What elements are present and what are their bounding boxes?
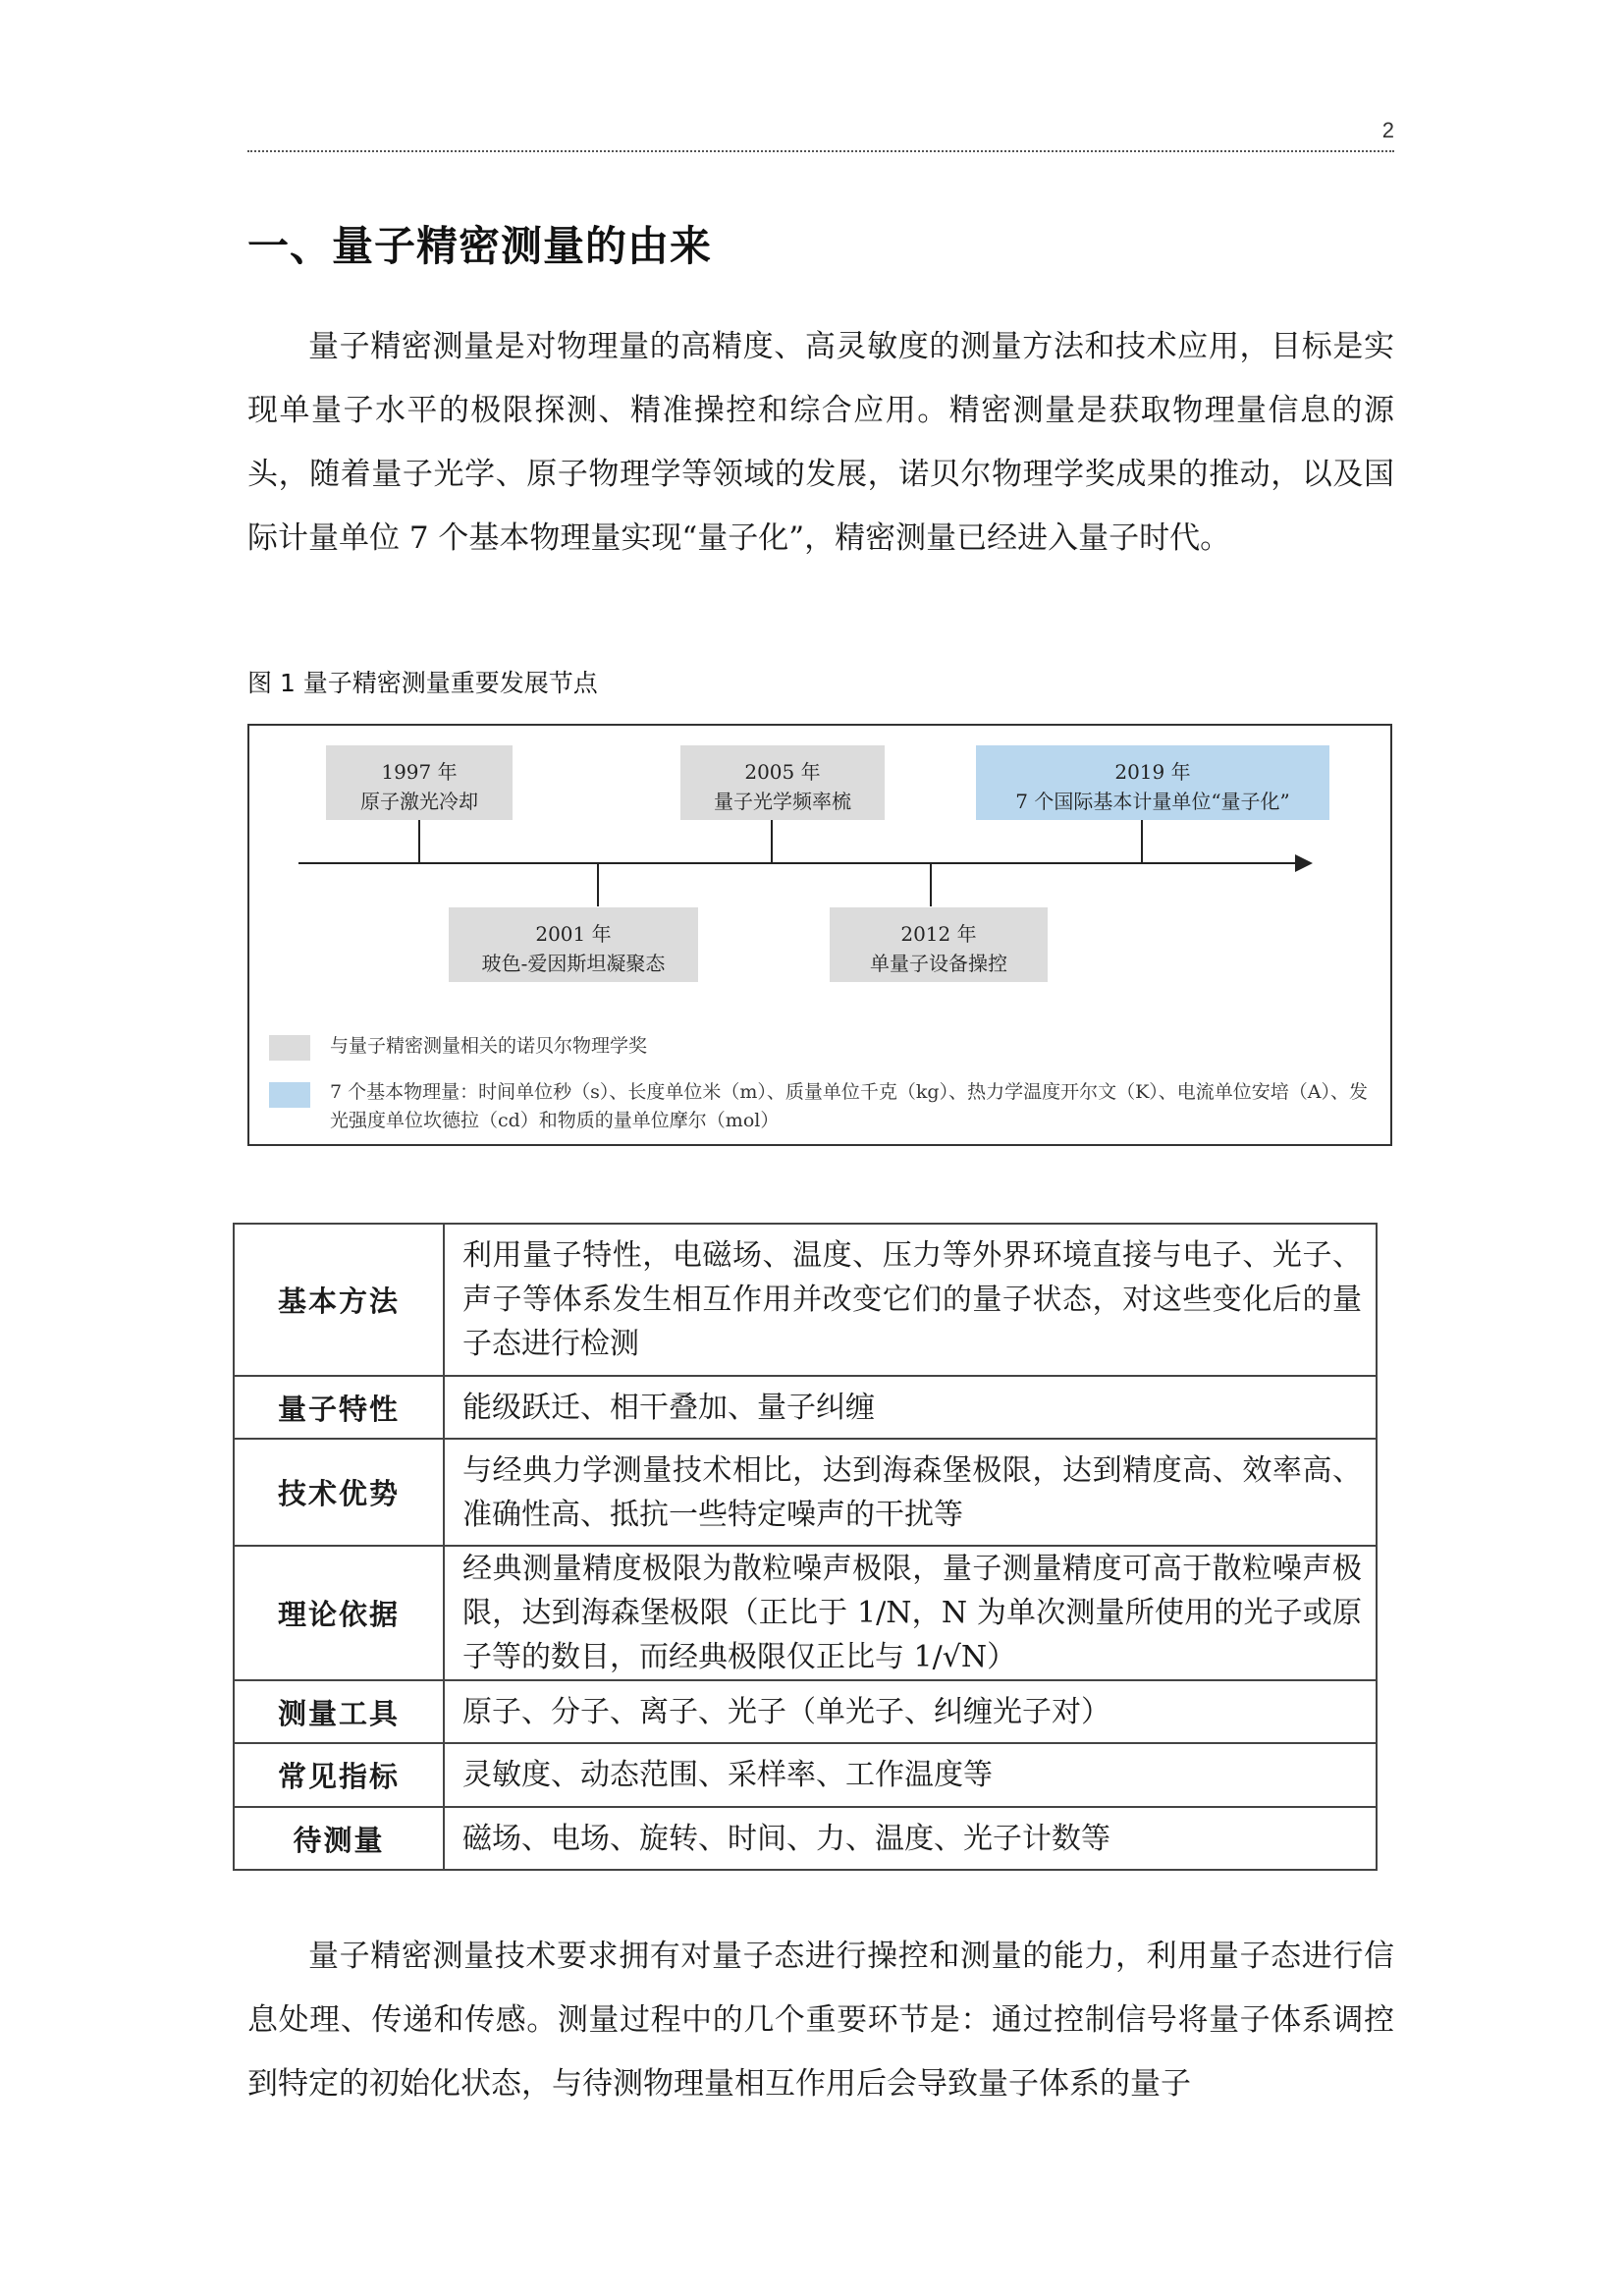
closing-paragraph: 量子精密测量技术要求拥有对量子态进行操控和测量的能力，利用量子态进行信息处理、传递和传感。测量过程中的几个重要环节是：通过控制信号将量子体系调控到特定的初始化状态，与待测物理量相互作用后会导致量子体系的量子 [247,1939,1394,2102]
row-label: 基本方法 [234,1224,444,1376]
timeline-tick [418,820,420,863]
row-content: 利用量子特性，电磁场、温度、压力等外界环境直接与电子、光子、声子等体系发生相互作用并改变它们的量子状态，对这些变化后的量子态进行检测 [444,1224,1377,1376]
timeline-tick [930,863,932,906]
table-row [234,1807,1377,1870]
legend-nobel-text: 与量子精密测量相关的诺贝尔物理学奖 [330,1035,648,1057]
timeline-tick [771,820,773,863]
timeline-event-2019 [976,745,1329,820]
event-label: 单量子设备操控 [870,952,1007,975]
row-content: 与经典力学测量技术相比，达到海森堡极限，达到精度高、效率高、准确性高、抵抗一些特定噪声的干扰等 [444,1439,1377,1546]
timeline-event-2012 [830,907,1048,982]
row-content: 经典测量精度极限为散粒噪声极限，量子测量精度可高于散粒噪声极限，达到海森堡极限（正比于 1/N，N 为单次测量所使用的光子或原子等的数目，而经典极限仅正比与 1/√N） [444,1546,1377,1680]
timeline-tick [597,863,599,906]
event-year: 2019 年 [1114,760,1191,784]
event-label: 玻色-爱因斯坦凝聚态 [481,952,666,975]
timeline-axis [298,862,1300,864]
event-label: 7 个国际基本计量单位“量子化” [1015,790,1290,813]
row-content: 原子、分子、离子、光子（单光子、纠缠光子对） [444,1680,1377,1743]
header-divider [247,150,1394,152]
legend-si-text: 7 个基本物理量：时间单位秒（s）、长度单位米（m）、质量单位千克（kg）、热力学温度开尔文（K）、电流单位安培（A）、发光强度单位坎德拉（cd）和物质的量单位摩尔（mol） [330,1081,1368,1131]
row-label: 技术优势 [234,1439,444,1546]
figure-caption: 图 1 量子精密测量重要发展节点 [247,669,598,697]
event-label: 原子激光冷却 [360,790,478,813]
table-row [234,1680,1377,1743]
row-content: 灵敏度、动态范围、采样率、工作温度等 [444,1743,1377,1807]
table-row [234,1439,1377,1546]
timeline-event-2005 [680,745,885,820]
page-number: 2 [1381,118,1394,142]
row-content: 磁场、电场、旋转、时间、力、温度、光子计数等 [444,1807,1377,1870]
row-label: 测量工具 [234,1680,444,1743]
section-title: 一、量子精密测量的由来 [247,222,713,270]
timeline-event-2001 [449,907,698,982]
timeline-figure [247,724,1392,1146]
event-year: 2012 年 [900,922,977,946]
event-label: 量子光学频率梳 [714,790,851,813]
legend-swatch-nobel [269,1035,310,1061]
row-content: 能级跃迁、相干叠加、量子纠缠 [444,1376,1377,1439]
row-label: 待测量 [234,1807,444,1870]
table-row [234,1546,1377,1680]
arrow-right-icon [1295,854,1313,872]
event-year: 2001 年 [535,922,612,946]
row-label: 理论依据 [234,1546,444,1680]
table-row [234,1376,1377,1439]
summary-table [233,1223,1378,1871]
timeline-event-1997 [326,745,513,820]
event-year: 2005 年 [744,760,821,784]
table-row [234,1743,1377,1807]
row-label: 常见指标 [234,1743,444,1807]
table-row [234,1224,1377,1376]
event-year: 1997 年 [381,760,458,784]
legend-swatch-si [269,1082,310,1108]
timeline-tick [1141,820,1143,863]
intro-paragraph: 量子精密测量是对物理量的高精度、高灵敏度的测量方法和技术应用，目标是实现单量子水平的极限探测、精准操控和综合应用。精密测量是获取物理量信息的源头，随着量子光学、原子物理学等领域的发展，诺贝尔物理学奖成果的推动，以及国际计量单位 7 个基本物理量实现“量子化”，精密测量已经进入量子时代。 [247,329,1394,556]
row-label: 量子特性 [234,1376,444,1439]
